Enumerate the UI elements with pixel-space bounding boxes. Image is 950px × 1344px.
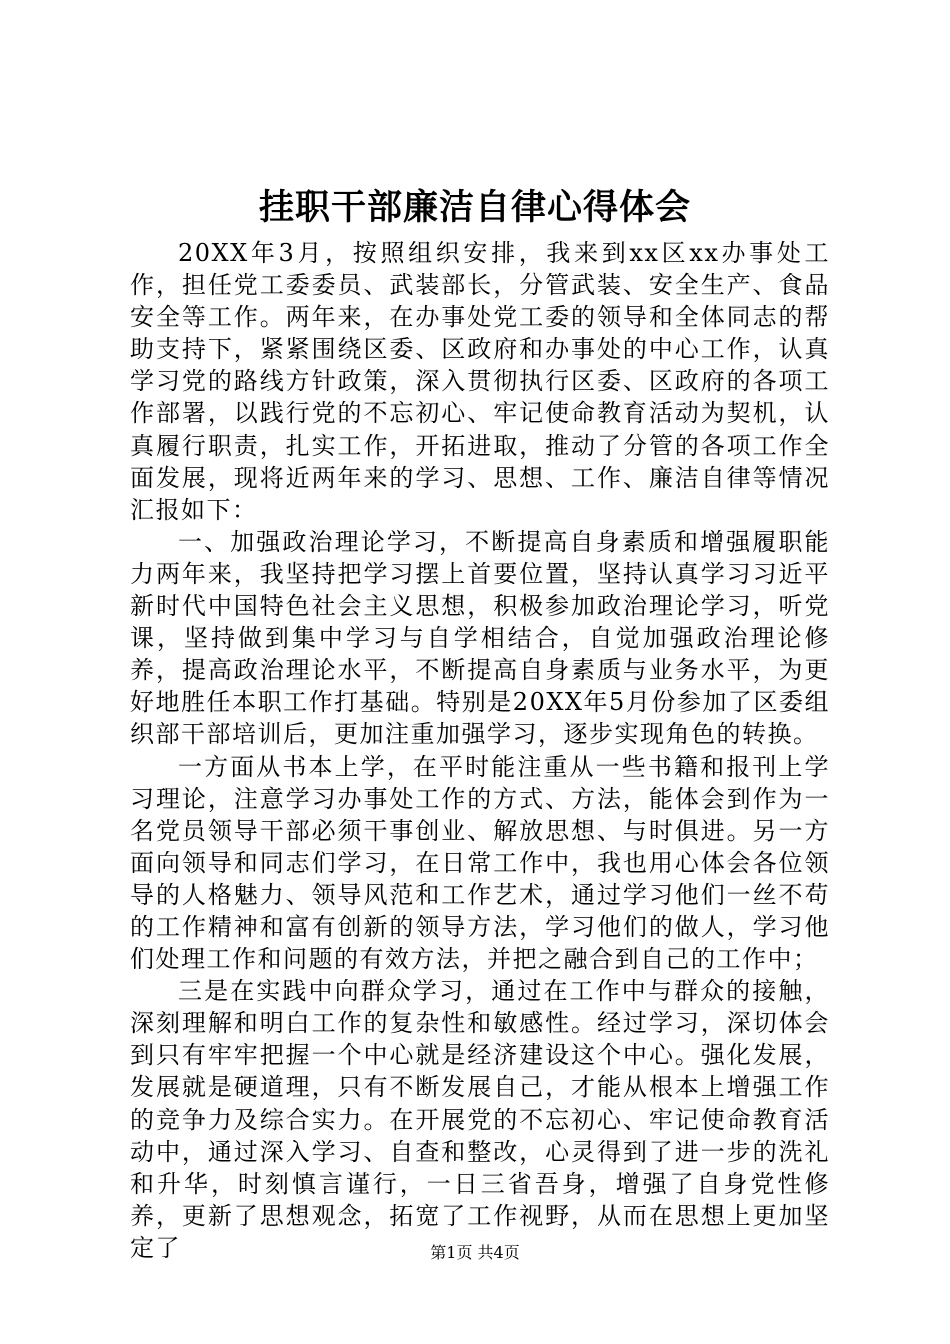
paragraph-2: 一、加强政治理论学习，不断提高自身素质和增强履职能力两年来，我坚持把学习摆上首要位置，坚持认真学习习近平新时代中国特色社会主义思想，积极参加政治理论学习，听党课，坚持做到集中学习与自学相结合，自觉加强政治理论修养，提高政治理论水平，不断提高自身素质与业务水平，为更好地胜任本职工作打基础。特别是20XX年5月份参加了区委组织部干部培训后，更加注重加强学习，逐步实现角色的转换。 xyxy=(130,527,830,749)
paragraph-3: 一方面从书本上学，在平时能注重从一些书籍和报刊上学习理论，注意学习办事处工作的方式、方法，能体会到作为一名党员领导干部必须干事创业、解放思想、与时俱进。另一方面向领导和同志们学习，在日常工作中，我也用心体会各位领导的人格魅力、领导风范和工作艺术，通过学习他们一丝不苟的工作精神和富有创新的领导方法，学习他们的做人，学习他们处理工作和问题的有效方法，并把之融合到自己的工作中； xyxy=(130,752,830,974)
paragraph-4: 三是在实践中向群众学习，通过在工作中与群众的接触，深刻理解和明白工作的复杂性和敏感性。经过学习，深切体会到只有牢牢把握一个中心就是经济建设这个中心。强化发展，发展就是硬道理，只有不断发展自己，才能从根本上增强工作的竞争力及综合实力。在开展党的不忘初心、牢记使命教育活动中，通过深入学习、自查和整改，心灵得到了进一步的洗礼和升华，时刻慎言谨行，一日三省吾身，增强了自身党性修养，更新了思想观念，拓宽了工作视野，从而在思想上更加坚定了 xyxy=(130,977,830,1262)
paragraph-1: 20XX年3月，按照组织安排，我来到xx区xx办事处工作，担任党工委委员、武装部长，分管武装、安全生产、食品安全等工作。两年来，在办事处党工委的领导和全体同志的帮助支持下，紧紧围绕区委、区政府和办事处的中心工作，认真学习党的路线方针政策，深入贯彻执行区委、区政府的各项工作部署，以践行党的不忘初心、牢记使命教育活动为契机，认真履行职责，扎实工作，开拓进取，推动了分管的各项工作全面发展，现将近两年来的学习、思想、工作、廉洁自律等情况汇报如下： xyxy=(130,239,830,524)
page-number-footer: 第1页 共4页 xyxy=(430,1243,520,1262)
document-body xyxy=(130,237,830,1264)
document-title: 挂职干部廉洁自律心得体会 xyxy=(258,187,691,228)
